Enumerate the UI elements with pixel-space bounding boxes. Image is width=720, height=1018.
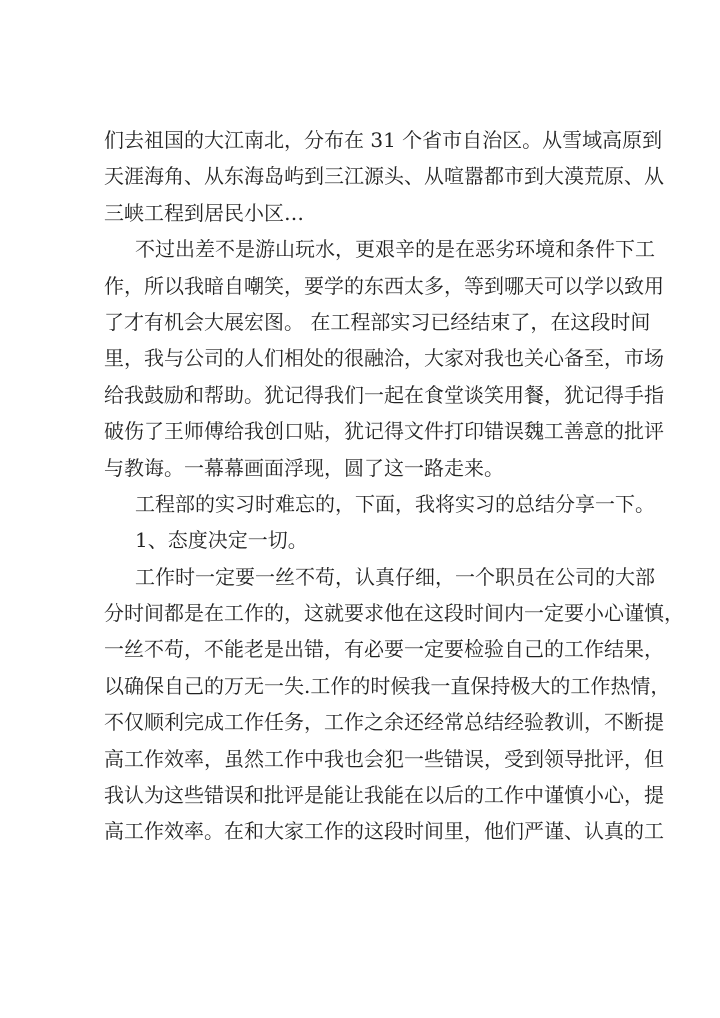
text-line: 天涯海角、从东海岛屿到三江源头、从喧嚣都市到大漠荒原、从 xyxy=(104,164,664,189)
text-line: 里，我与公司的人们相处的很融洽，大家对我也关心备至，市场 xyxy=(104,346,664,371)
text-line: 了才有机会大展宏图。 在工程部实习已经结束了，在这段时间 xyxy=(104,309,651,334)
text-line: 不仅顺利完成工作任务，工作之余还经常总结经验教训，不断提 xyxy=(104,710,664,735)
text-line: 不过出差不是游山玩水，更艰辛的是在恶劣环境和条件下工 xyxy=(135,237,655,262)
text-line: 以确保自己的万无一失.工作的时候我一直保持极大的工作热情， xyxy=(104,673,671,698)
text-line: 分时间都是在工作的，这就要求他在这段时间内一定要小心谨慎， xyxy=(104,601,684,626)
text-line: 们去祖国的大江南北，分布在 31 个省市自治区。从雪域高原到 xyxy=(104,128,663,152)
text-line: 一丝不苟，不能老是出错，有必要一定要检验自己的工作结果， xyxy=(104,637,664,662)
text-line: 高工作效率。在和大家工作的这段时间里，他们严谨、认真的工 xyxy=(104,819,664,844)
document-body xyxy=(104,122,684,850)
text-line: 工程部的实习时难忘的，下面，我将实习的总结分享一下。 xyxy=(135,491,655,516)
text-line: 三峡工程到居民小区… xyxy=(104,200,304,225)
text-line: 工作时一定要一丝不苟，认真仔细，一个职员在公司的大部 xyxy=(135,564,655,589)
text-line: 破伤了王师傅给我创口贴，犹记得文件打印错误魏工善意的批评 xyxy=(104,419,664,444)
text-line: 1、态度决定一切。 xyxy=(135,528,308,553)
text-line: 我认为这些错误和批评是能让我能在以后的工作中谨慎小心，提 xyxy=(104,783,664,808)
text-line: 作，所以我暗自嘲笑，要学的东西太多，等到哪天可以学以致用 xyxy=(104,273,664,298)
text-line: 高工作效率，虽然工作中我也会犯一些错误，受到领导批评，但 xyxy=(104,746,664,771)
text-line: 与教诲。一幕幕画面浮现，圆了这一路走来。 xyxy=(104,455,504,480)
text-line: 给我鼓励和帮助。犹记得我们一起在食堂谈笑用餐，犹记得手指 xyxy=(104,382,664,407)
